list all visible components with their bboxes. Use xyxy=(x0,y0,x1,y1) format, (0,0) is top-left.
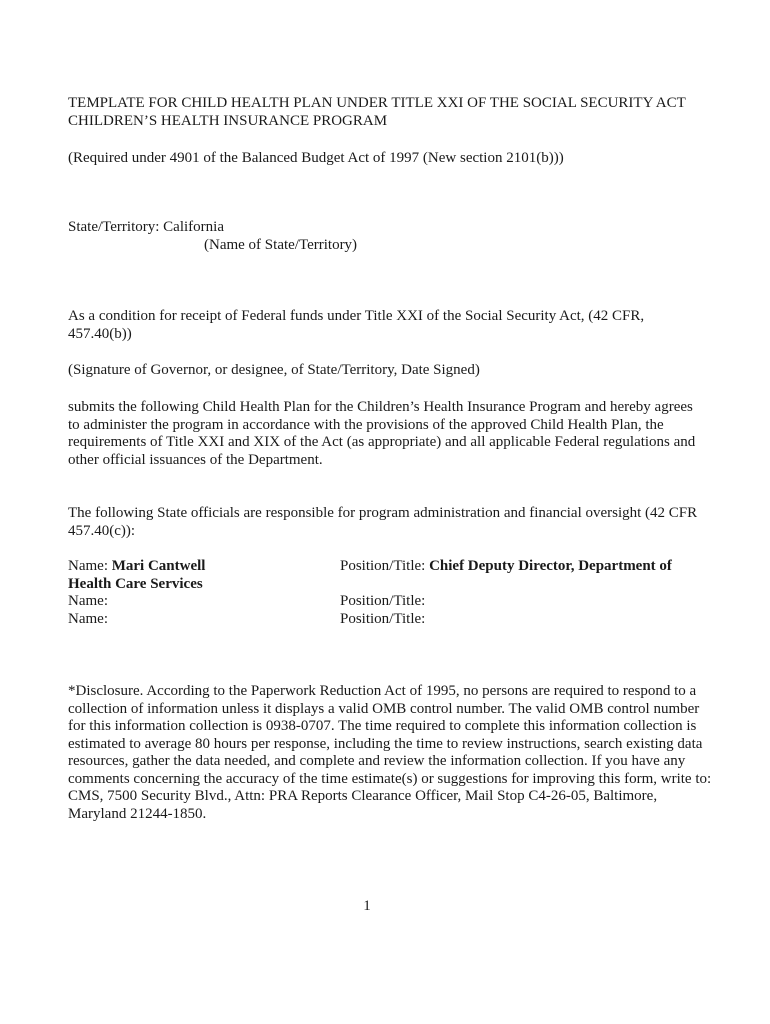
officials-list xyxy=(68,558,728,628)
name-label: Name: xyxy=(68,610,108,627)
official-row-2 xyxy=(68,593,728,611)
state-value: California xyxy=(163,219,224,235)
required-statement: (Required under 4901 of the Balanced Budget Act of 1997 (New section 2101(b))) xyxy=(68,150,564,166)
position-label: Position/Title: xyxy=(340,593,426,609)
title-line-1: TEMPLATE FOR CHILD HEALTH PLAN UNDER TITLE XXI OF THE SOCIAL SECURITY ACT xyxy=(68,95,686,111)
official-1-name-field xyxy=(68,558,205,576)
official-row-1 xyxy=(68,558,728,576)
state-label: State/Territory: xyxy=(68,219,160,235)
name-label: Name: xyxy=(68,558,108,574)
page-number: 1 xyxy=(363,898,371,914)
page-number-container xyxy=(0,898,770,916)
title-line-2: CHILDREN’S HEALTH INSURANCE PROGRAM xyxy=(68,112,388,129)
officials-intro: The following State officials are responsible for program administration and financial oversight (42 CFR 457.40(c)): xyxy=(68,505,698,539)
condition-paragraph: As a condition for receipt of Federal funds under Title XXI of the Social Security Act, (42 CFR, 457.40(b)) xyxy=(68,308,645,342)
state-field xyxy=(68,219,708,237)
name-label: Name: xyxy=(68,593,108,609)
official-1-name: Mari Cantwell xyxy=(111,558,206,574)
official-1-position-continued: Health Care Services xyxy=(68,575,203,592)
official-1-position-field xyxy=(340,558,672,576)
document-title xyxy=(68,95,708,130)
official-row-1-continued xyxy=(68,576,728,594)
disclosure-paragraph: *Disclosure. According to the Paperwork Reduction Act of 1995, no persons are required to respond to a collection of information unless it displays a valid OMB control number. The valid OMB control number for this information collection is 0938-0707. The time required to complete this information collection is estimated to average 80 hours per response, including the time to review instructions, search existing data resources, gather the data needed, and complete and review the information collection. If you have any comments concerning the accuracy of the time estimate(s) or suggestions for improving this form, write to: CMS, 7500 Security Blvd., Attn: PRA Reports Clearance Officer, Mail Stop C4-26-05, Baltimore, Maryland 21244-1850. xyxy=(68,683,712,822)
submits-paragraph: submits the following Child Health Plan for the Children’s Health Insurance Program and hereby agrees to administer the program in accordance with the provisions of the approved Child Health Plan, the requirements of Title XXI and XIX of the Act (as appropriate) and all applicable Federal regulations and other official issuances of the Department. xyxy=(68,399,696,468)
position-label: Position/Title: xyxy=(340,610,426,627)
state-caption: (Name of State/Territory) xyxy=(204,237,358,253)
position-label: Position/Title: xyxy=(340,558,426,574)
signature-line: (Signature of Governor, or designee, of State/Territory, Date Signed) xyxy=(68,362,480,378)
official-1-position: Chief Deputy Director, Department of xyxy=(429,558,672,574)
official-row-3 xyxy=(68,611,728,629)
